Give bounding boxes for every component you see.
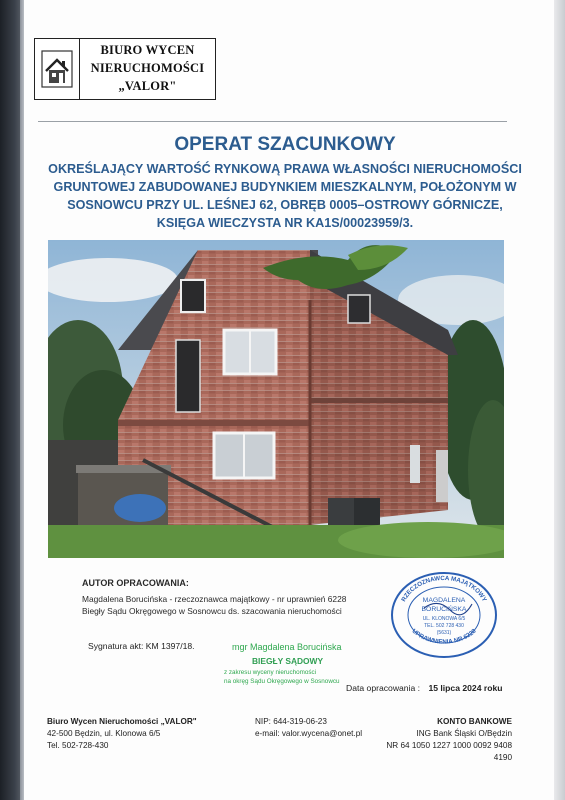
stamp-outer-top: RZECZOZNAWCA MAJĄTKOWY bbox=[400, 574, 488, 603]
footer-company-phone: Tel. 502-728-430 bbox=[47, 741, 109, 750]
author-section bbox=[82, 578, 372, 632]
signature-stamp-scope: z zakresu wyceny nieruchomości bbox=[224, 669, 317, 676]
signature-stamp-title: BIEGŁY SĄDOWY bbox=[252, 656, 324, 666]
stamp-outer-bottom: UPRAWNIENIA NR 6228 bbox=[410, 627, 478, 646]
footer-nip: NIP: 644-319-06-23 bbox=[255, 717, 327, 726]
date-label: Data opracowania : bbox=[346, 683, 421, 693]
author-credentials: Magdalena Borucińska - rzeczoznawca majątkowy - nr uprawnień 6228 bbox=[82, 594, 347, 604]
footer-company-name: Biuro Wycen Nieruchomości „VALOR" bbox=[47, 717, 197, 726]
page-edge bbox=[554, 0, 565, 800]
footer-bank bbox=[370, 716, 512, 764]
stamp-address: UL. KLONOWA 6/5 bbox=[422, 616, 466, 622]
footer-bank-account: NR 64 1050 1227 1000 0092 9408 4190 bbox=[386, 741, 512, 762]
signature-stamp-name: mgr Magdalena Borucińska bbox=[232, 642, 342, 652]
footer-company bbox=[47, 716, 197, 752]
stamp-phone: TEL. 502 728 430 bbox=[424, 623, 464, 629]
footer-bank-name: ING Bank Śląski O/Będzin bbox=[416, 729, 512, 738]
author-court-expert: Biegły Sądu Okręgowego w Sosnowcu ds. szacowania nieruchomości bbox=[82, 606, 342, 616]
author-label: AUTOR OPRACOWANIA: bbox=[82, 578, 189, 588]
footer-email: e-mail: valor.wycena@onet.pl bbox=[255, 729, 363, 738]
case-reference: Sygnatura akt: KM 1397/18. bbox=[88, 641, 195, 651]
logo-line-3: „VALOR" bbox=[118, 79, 177, 93]
signature-stamp-court: na okręg Sądu Okręgowego w Sosnowcu bbox=[224, 678, 340, 685]
footer-bank-label: KONTO BANKOWE bbox=[437, 717, 512, 726]
subtitle-line: GRUNTOWEJ ZABUDOWANEJ BUDYNKIEM MIESZKALNYM, POŁOŻONYM W bbox=[53, 180, 517, 194]
company-logo bbox=[34, 38, 216, 100]
logo-text bbox=[80, 39, 215, 99]
header-divider bbox=[38, 121, 507, 122]
logo-line-2: NIERUCHOMOŚCI bbox=[90, 61, 205, 75]
subtitle-line: OKREŚLAJĄCY WARTOŚĆ RYNKOWĄ PRAWA WŁASNOŚCI NIERUCHOMOŚCI bbox=[48, 162, 522, 176]
subtitle-line: KSIĘGA WIECZYSTA NR KA1S/00023959/3. bbox=[156, 216, 414, 230]
document-subtitle bbox=[40, 160, 530, 232]
footer-company-address: 42-500 Będzin, ul. Klonowa 6/5 bbox=[47, 729, 161, 738]
stamp-number: (5631) bbox=[436, 630, 452, 636]
logo-line-1: BIURO WYCEN bbox=[100, 43, 195, 57]
preparation-date bbox=[346, 683, 502, 693]
round-stamp bbox=[390, 570, 498, 660]
stamp-name-2: BORUCIŃSKA bbox=[421, 606, 467, 613]
document-title: OPERAT SZACUNKOWY bbox=[174, 134, 396, 155]
footer-contact bbox=[255, 716, 362, 740]
property-photo bbox=[48, 240, 504, 558]
subtitle-line: SOSNOWCU PRZY UL. LEŚNEJ 62, OBRĘB 0005–OSTROWY GÓRNICZE, bbox=[67, 198, 503, 212]
stamp-name-1: MAGDALENA bbox=[422, 597, 466, 604]
house-icon bbox=[35, 39, 80, 99]
date-value: 15 lipca 2024 roku bbox=[428, 683, 503, 693]
